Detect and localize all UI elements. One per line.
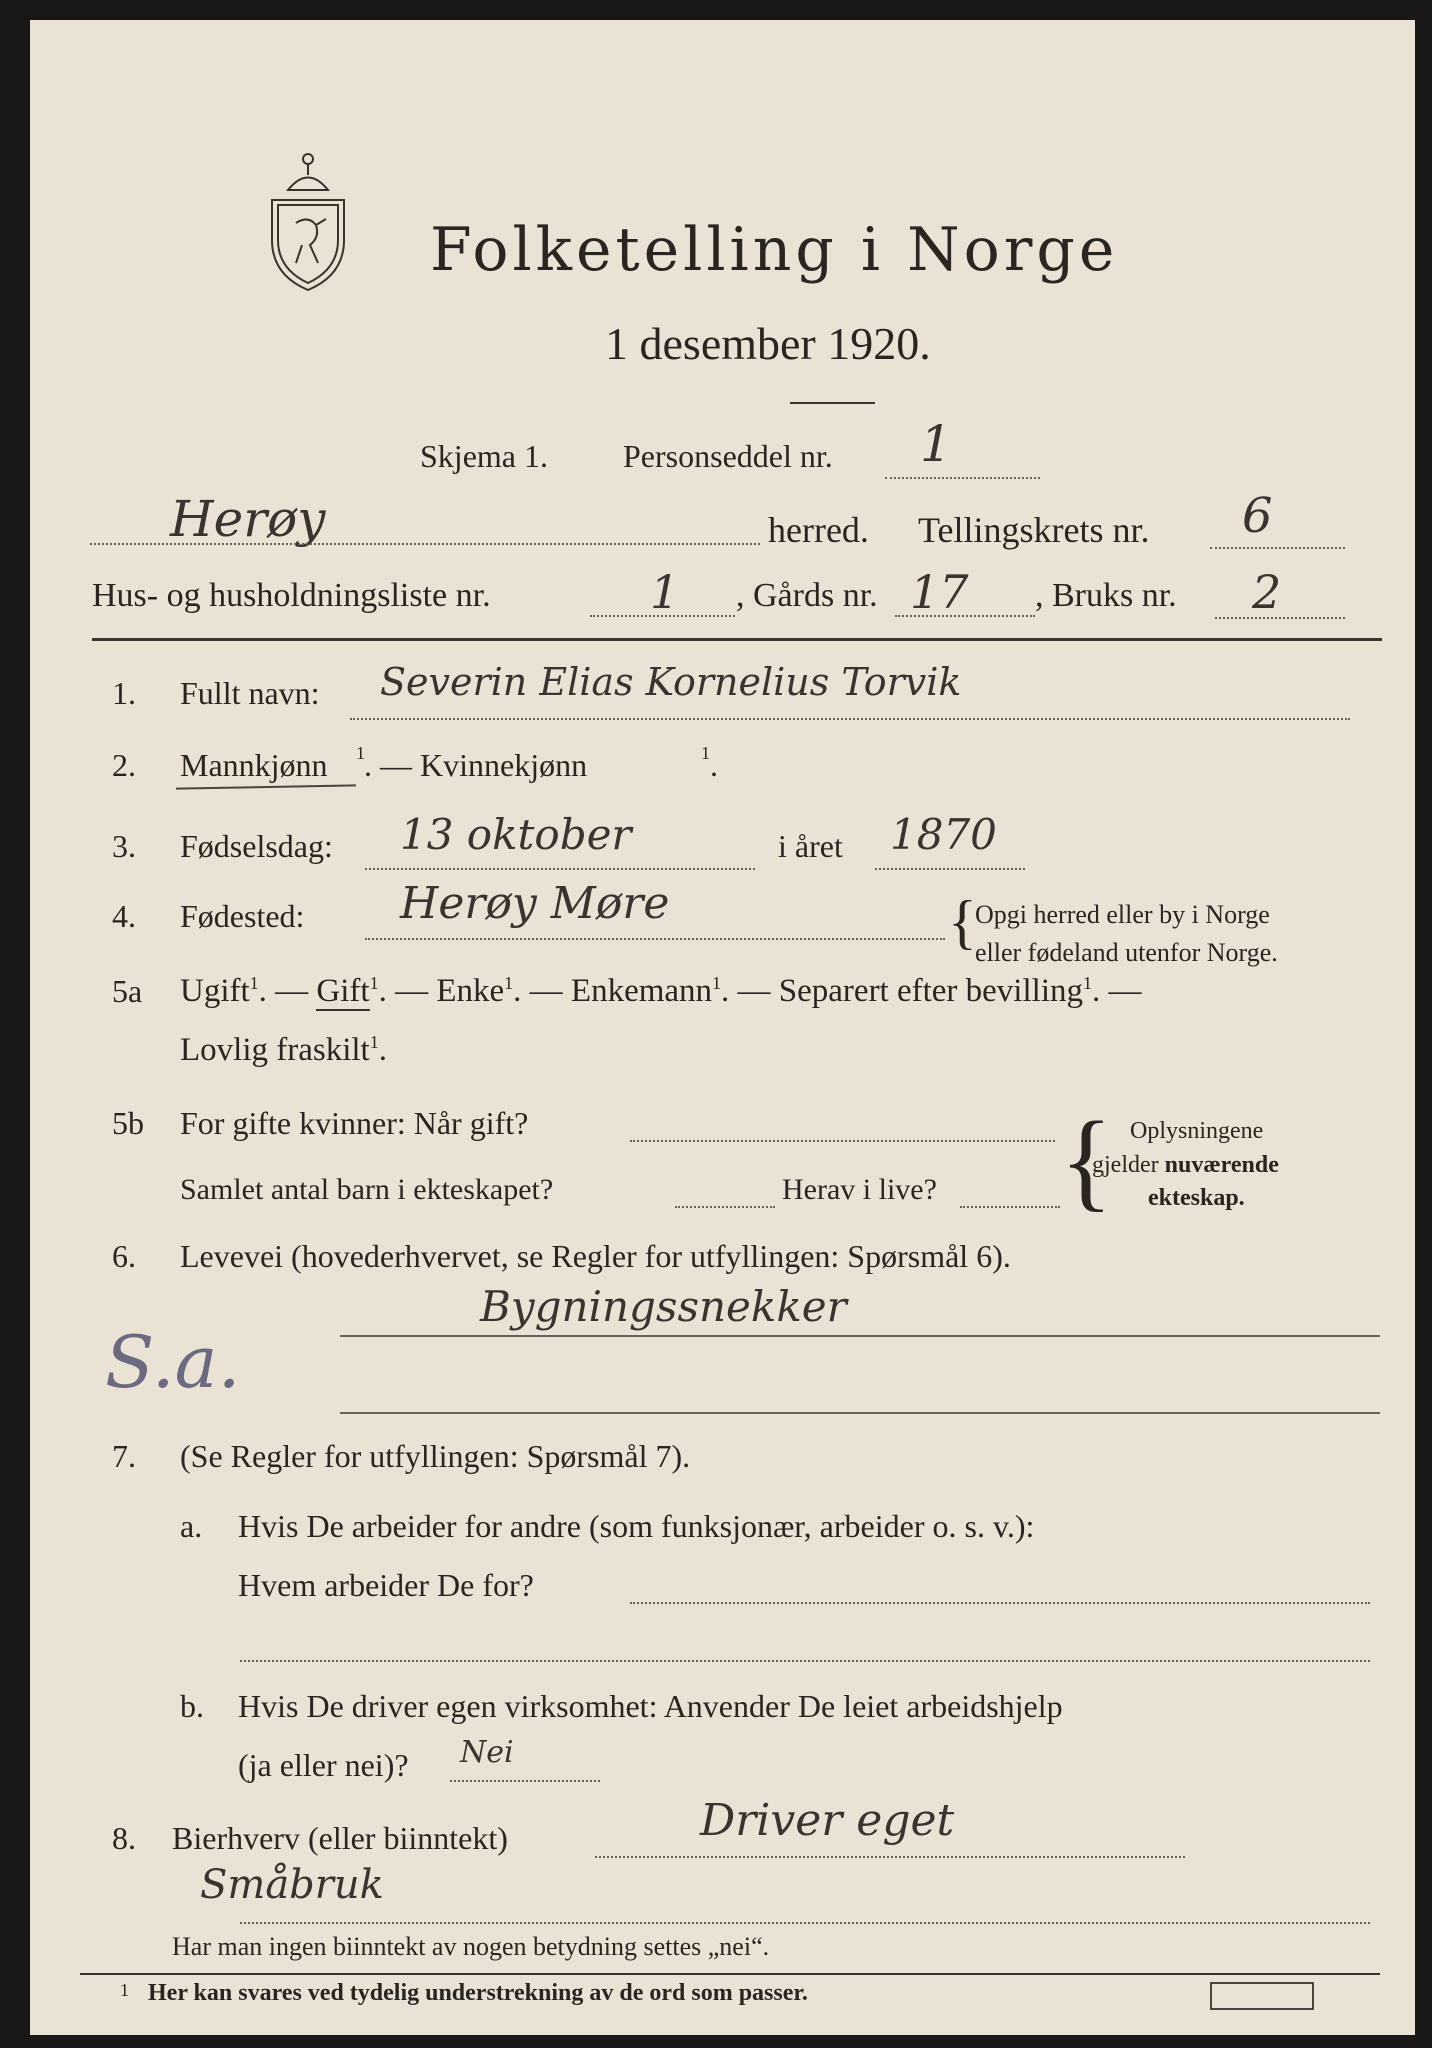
q5b-brace: { xyxy=(1060,1099,1113,1221)
q3-year-label: i året xyxy=(778,828,843,864)
q2-mann-option[interactable]: Mannkjønn xyxy=(180,747,328,783)
footnote-text: Her kan svares ved tydelig understrekning av de ord som passer. xyxy=(148,1980,808,2006)
q5a-number: 5a xyxy=(112,973,143,1009)
q7b-line1: Hvis De driver egen virksomhet: Anvender De leiet arbeidshjelp xyxy=(238,1688,1063,1724)
tellingskrets-value[interactable]: 6 xyxy=(1242,488,1273,544)
q3-label: Fødselsdag: xyxy=(180,828,333,864)
q7b-line2: (ja eller nei)? xyxy=(238,1747,409,1783)
q7b-hire-value[interactable]: Nei xyxy=(460,1735,514,1770)
q3-year-value[interactable]: 1870 xyxy=(890,810,997,859)
q4-dotted-line xyxy=(365,938,945,940)
q5a-sup: 1 xyxy=(504,973,514,993)
q5a-dash: . — xyxy=(513,973,563,1009)
q6-occupation-value[interactable]: Bygningssnekker xyxy=(480,1282,847,1331)
q5b-alive-dotted-line xyxy=(960,1206,1060,1208)
q4-birthplace-value[interactable]: Herøy Møre xyxy=(400,878,670,929)
q3-number: 3. xyxy=(112,828,136,864)
q6-line-1 xyxy=(340,1335,1380,1337)
q8-line-2 xyxy=(240,1922,1370,1924)
q6-label: Levevei (hovederhvervet, se Regler for utfyllingen: Spørsmål 6). xyxy=(180,1238,1011,1274)
q8-side-income-value-2[interactable]: Småbruk xyxy=(200,1862,384,1908)
q4-label: Fødested: xyxy=(180,898,305,934)
section-divider xyxy=(92,638,1382,641)
q3-year-dotted-line xyxy=(875,868,1025,870)
q7a-line2: Hvem arbeider De for? xyxy=(238,1567,534,1603)
q3-dotted-line xyxy=(365,868,755,870)
herred-value[interactable]: Herøy xyxy=(170,490,326,548)
q5a-sup: 1 xyxy=(712,973,722,993)
q2-sup: 1 xyxy=(356,743,365,763)
census-form-page xyxy=(30,20,1415,2035)
q6-line-2 xyxy=(340,1412,1380,1414)
q2-separator: . — Kvinnekjønn xyxy=(364,747,588,783)
q5a-enke-option[interactable]: Enke xyxy=(436,973,505,1009)
q6-mark: S.a. xyxy=(105,1320,241,1404)
q7b-dotted-line xyxy=(450,1780,600,1782)
husliste-dotted-line xyxy=(590,615,735,617)
q5b-note-gjelder: gjelder xyxy=(1092,1152,1165,1178)
herred-dotted-line xyxy=(90,543,760,545)
q7a-line1: Hvis De arbeider for andre (som funksjonær, arbeider o. s. v.): xyxy=(238,1508,1035,1544)
q7b-letter: b. xyxy=(180,1688,204,1724)
q4-note-line2: eller fødeland utenfor Norge. xyxy=(975,938,1278,967)
q5b-note-line2 xyxy=(1092,1152,1279,1179)
q5a-enkemann-option[interactable]: Enkemann xyxy=(570,973,713,1009)
title-divider xyxy=(790,402,875,404)
q8-note: Har man ingen biinntekt av nogen betydning settes „nei“. xyxy=(172,1932,770,1961)
q2-mann-underline xyxy=(176,784,356,789)
q5b-line1: For gifte kvinner: Når gift? xyxy=(180,1105,529,1141)
q4-number: 4. xyxy=(112,898,136,934)
q5a-sup: 1 xyxy=(369,973,379,993)
q5a-options-line2 xyxy=(180,1032,387,1069)
q7-label: (Se Regler for utfyllingen: Spørsmål 7). xyxy=(180,1438,691,1474)
norway-coat-of-arms-icon xyxy=(258,145,358,295)
q2-end: . xyxy=(710,747,718,783)
q5a-dash: . — xyxy=(721,973,771,1009)
tellingskrets-dotted-line xyxy=(1210,547,1345,549)
q1-label: Fullt navn: xyxy=(180,675,320,711)
husliste-label: Hus- og husholdningsliste nr. xyxy=(92,577,491,614)
q5b-note-current: nuværende xyxy=(1164,1152,1279,1178)
gards-value[interactable]: 17 xyxy=(910,565,969,619)
personseddel-label: Personseddel nr. xyxy=(623,438,833,474)
gards-label: , Gårds nr. xyxy=(736,577,878,614)
q7a-letter: a. xyxy=(180,1508,203,1544)
q6-number: 6. xyxy=(112,1238,136,1274)
q5a-dash: . — xyxy=(1091,973,1142,1009)
q8-label: Bierhverv (eller biinntekt) xyxy=(172,1820,508,1856)
q2-sup-2: 1 xyxy=(701,743,710,763)
q5a-end: . xyxy=(378,1032,387,1068)
herred-label: herred. xyxy=(768,510,869,550)
q4-note-line1: Opgi herred eller by i Norge xyxy=(975,900,1270,929)
footnote-marker: 1 xyxy=(120,1980,129,2000)
q5a-sup: 1 xyxy=(369,1032,379,1052)
q5a-separert-option[interactable]: Separert efter bevilling xyxy=(778,973,1083,1009)
q5b-children-label: Samlet antal barn i ekteskapet? xyxy=(180,1173,554,1206)
q1-dotted-line xyxy=(350,718,1350,720)
bruks-dotted-line xyxy=(1215,617,1345,619)
q5b-children-dotted-line xyxy=(675,1206,775,1208)
personseddel-value[interactable]: 1 xyxy=(920,415,952,473)
q5a-lovlig-option[interactable]: Lovlig fraskilt xyxy=(180,1032,370,1068)
q5a-dash: . — xyxy=(378,973,429,1009)
printer-stamp xyxy=(1210,1982,1314,2010)
footnote-divider xyxy=(80,1973,1380,1975)
q5b-note-line3: ekteskap. xyxy=(1148,1185,1245,1211)
q5b-number: 5b xyxy=(112,1105,144,1141)
q2-number: 2. xyxy=(112,747,136,783)
schema-label: Skjema 1. xyxy=(420,438,548,474)
q5b-alive-label: Herav i live? xyxy=(782,1173,937,1206)
husliste-value[interactable]: 1 xyxy=(650,565,680,619)
q5a-dash: . — xyxy=(258,973,309,1009)
q5b-note-line1: Oplysningene xyxy=(1130,1118,1264,1144)
q5a-gift-option[interactable]: Gift xyxy=(316,973,370,1009)
bruks-value[interactable]: 2 xyxy=(1252,565,1282,619)
q3-birthdate-value[interactable]: 13 oktober xyxy=(400,810,632,859)
q7-number: 7. xyxy=(112,1438,136,1474)
q5a-options xyxy=(180,973,1141,1010)
gards-dotted-line xyxy=(895,615,1035,617)
q8-number: 8. xyxy=(112,1820,136,1856)
q7a-extra-line xyxy=(240,1660,1370,1662)
q5a-sup: 1 xyxy=(249,973,259,993)
q7a-employer-dotted-line xyxy=(630,1602,1370,1604)
tellingskrets-label: Tellingskrets nr. xyxy=(918,510,1150,550)
q5a-ugift-option[interactable]: Ugift xyxy=(180,973,250,1009)
personseddel-dotted-line xyxy=(885,477,1040,479)
bruks-label: , Bruks nr. xyxy=(1035,577,1177,614)
census-date: 1 desember 1920. xyxy=(605,318,931,369)
q4-brace: { xyxy=(948,889,977,955)
q5a-sup: 1 xyxy=(1082,973,1092,993)
q8-dotted-line xyxy=(595,1856,1185,1858)
q5b-married-dotted-line xyxy=(630,1140,1055,1142)
q1-fullname-value[interactable]: Severin Elias Kornelius Torvik xyxy=(380,660,962,704)
form-title: Folketelling i Norge xyxy=(430,215,1119,285)
q8-side-income-value-1[interactable]: Driver eget xyxy=(700,1795,955,1846)
q1-number: 1. xyxy=(112,675,136,711)
